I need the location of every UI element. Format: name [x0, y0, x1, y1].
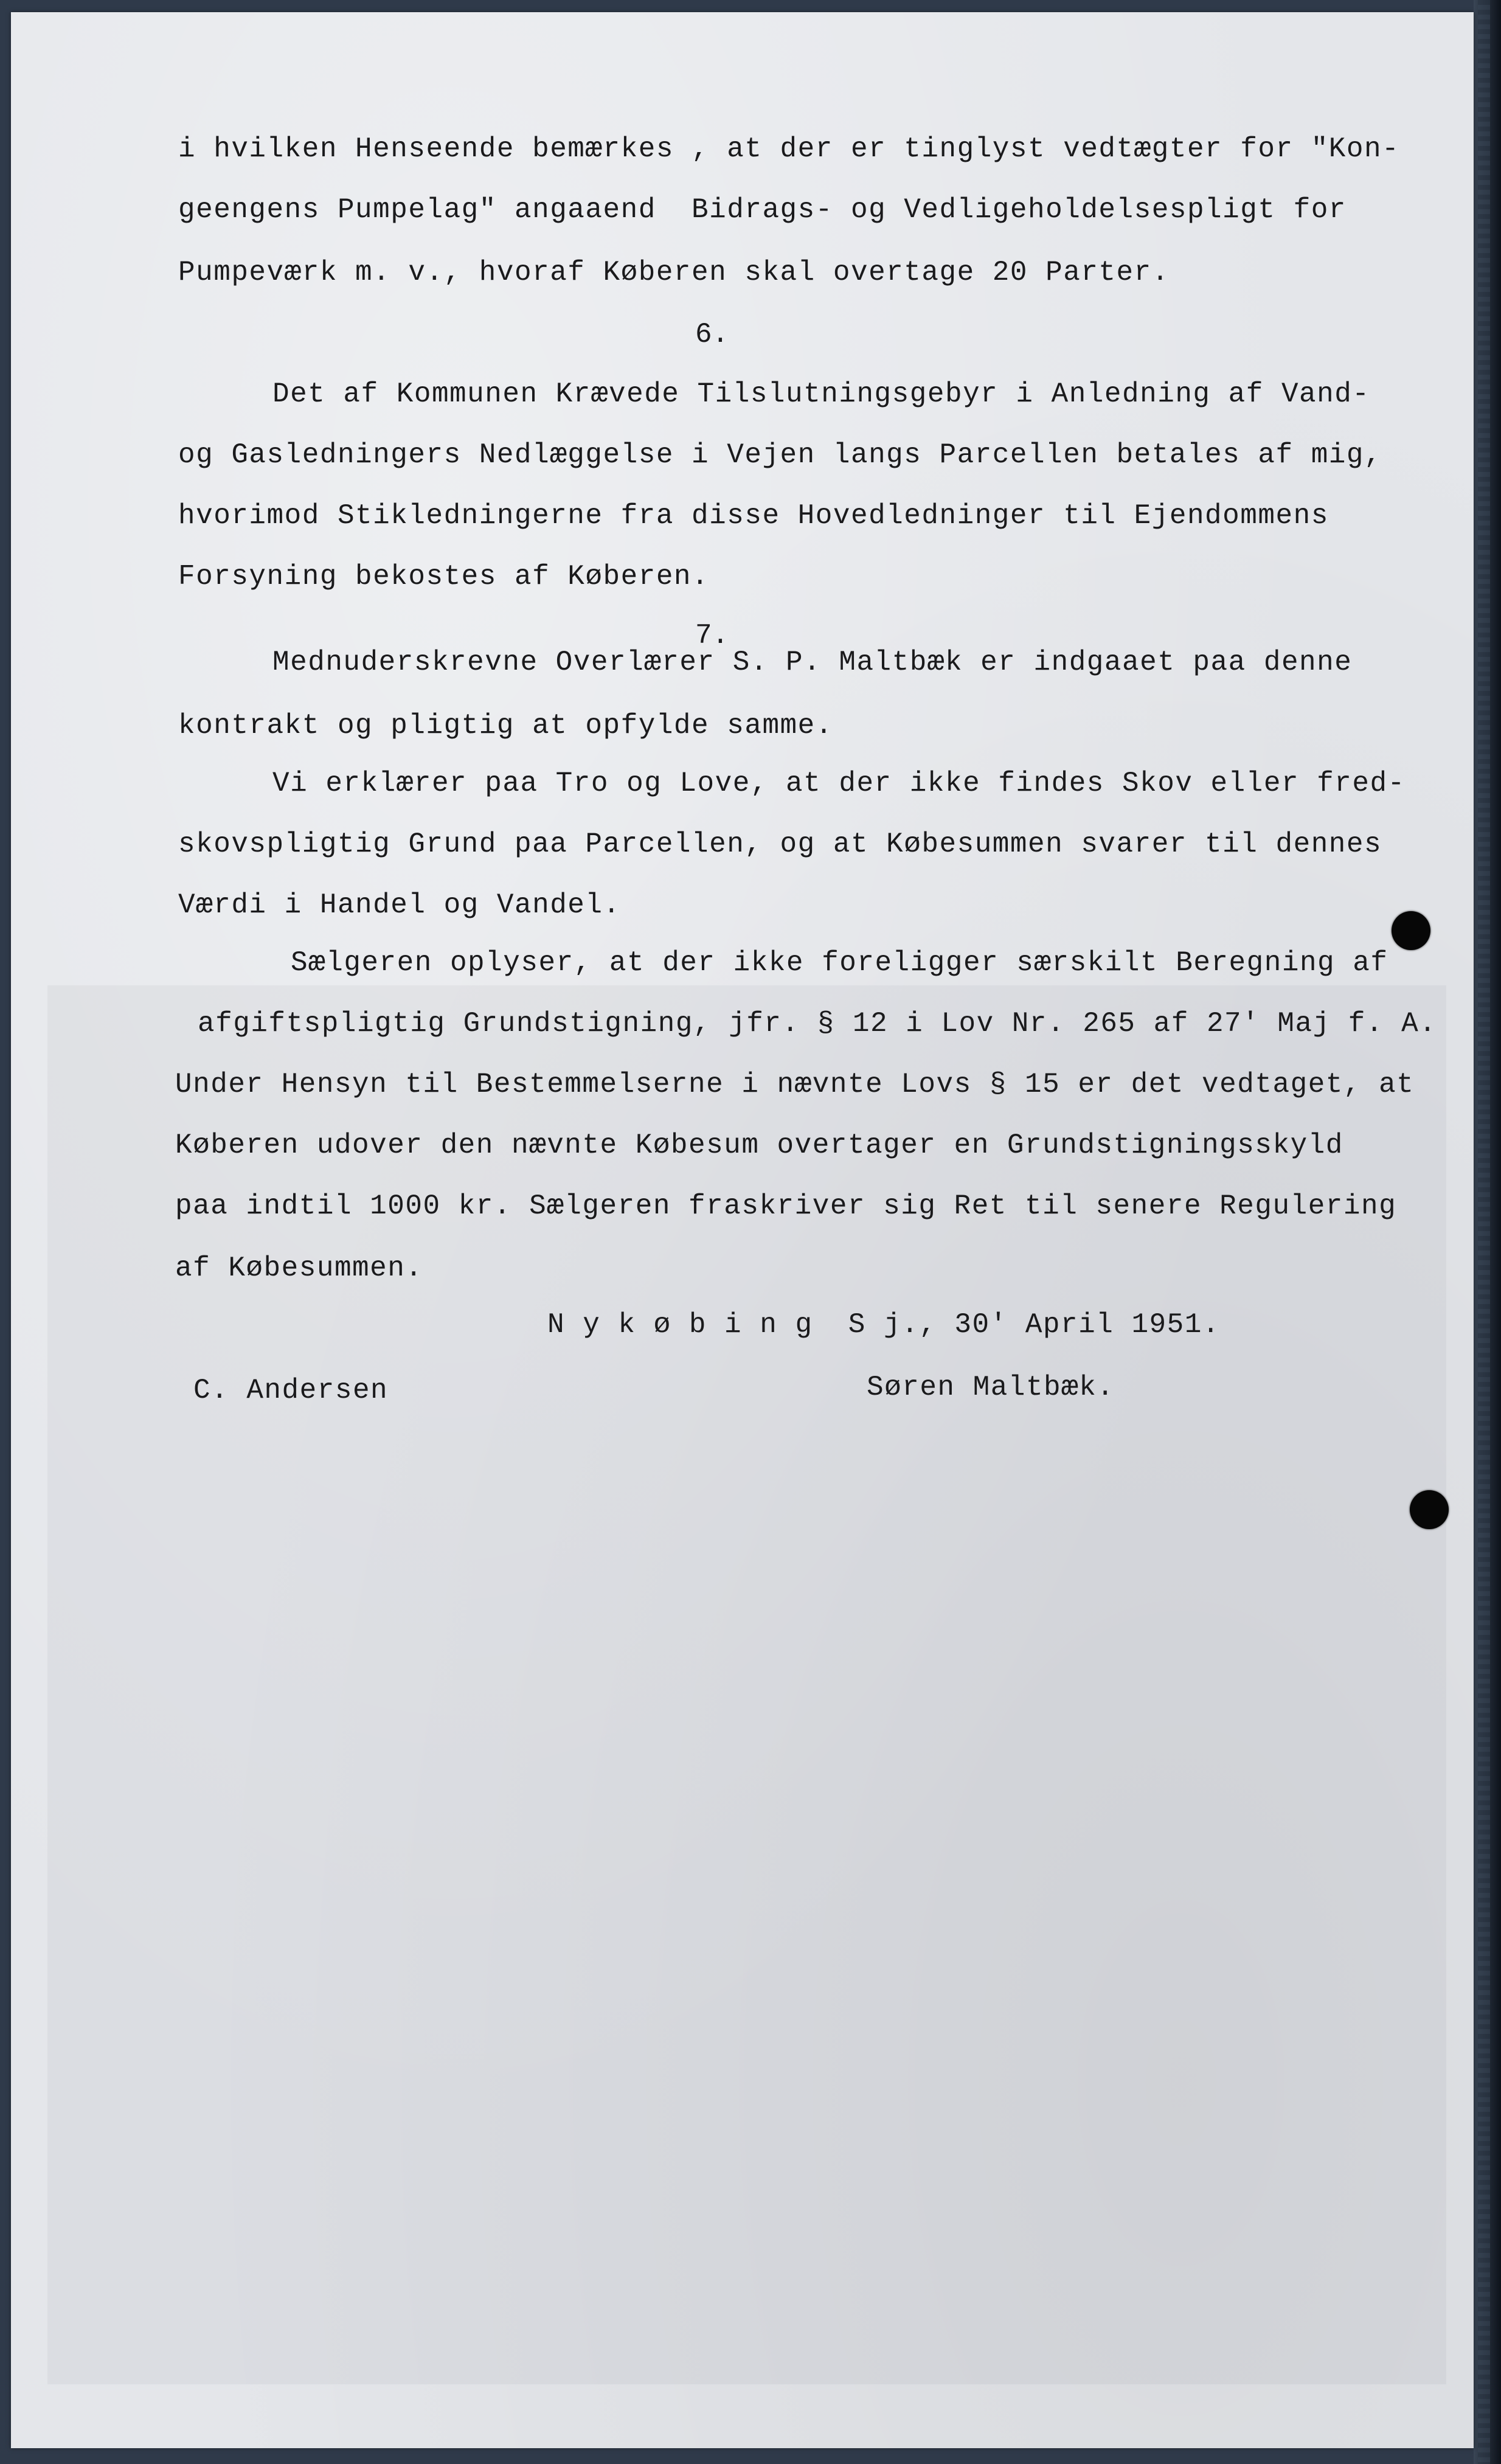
text-line: af Købesummen. [175, 1252, 423, 1284]
text-line: Køberen udover den nævnte Købesum overtager en Grundstigningsskyld [175, 1130, 1343, 1161]
text-line: Forsyning bekostes af Køberen. [178, 561, 710, 592]
punch-hole-top [1392, 911, 1430, 950]
text-line: Værdi i Handel og Vandel. [178, 889, 621, 921]
text-line: og Gasledningers Nedlæggelse i Vejen langs Parcellen betales af mig, [178, 439, 1382, 471]
text-line: Vi erklærer paa Tro og Love, at der ikke findes Skov eller fred- [272, 768, 1406, 799]
signature-soren-maltbaek: Søren Maltbæk. [867, 1372, 1115, 1403]
signature-c-andersen: C. Andersen [193, 1375, 389, 1406]
punch-hole-bottom [1410, 1490, 1449, 1529]
document-page [11, 12, 1474, 2448]
text-line: paa indtil 1000 kr. Sælgeren fraskriver sig Ret til senere Regulering [175, 1190, 1397, 1222]
text-line: Mednuderskrevne Overlærer S. P. Maltbæk er indgaaet paa denne [272, 647, 1353, 678]
text-line: Under Hensyn til Bestemmelserne i nævnte Lovs § 15 er det vedtaget, at [175, 1069, 1415, 1100]
section-number-7: 7. [695, 620, 729, 651]
text-line: skovspligtig Grund paa Parcellen, og at Købesummen svarer til dennes [178, 828, 1382, 860]
text-line: Pumpeværk m. v., hvoraf Køberen skal overtage 20 Parter. [178, 257, 1170, 288]
text-line: Sælgeren oplyser, at der ikke foreligger særskilt Beregning af [291, 947, 1388, 979]
text-line: afgiftspligtig Grundstigning, jfr. § 12 i Lov Nr. 265 af 27' Maj f. A. [198, 1008, 1437, 1039]
text-line: Det af Kommunen Krævede Tilslutningsgebyr i Anledning af Vand- [272, 378, 1370, 410]
text-line: geengens Pumpelag" angaaend Bidrags- og Vedligeholdelsespligt for [178, 194, 1347, 226]
text-line: hvorimod Stikledningerne fra disse Hovedledninger til Ejendommens [178, 500, 1329, 532]
section-number-6: 6. [695, 319, 729, 350]
text-line: i hvilken Henseende bemærkes , at der er tinglyst vedtægter for "Kon- [178, 133, 1400, 165]
paper-edge-strip [1478, 0, 1490, 2464]
text-line: kontrakt og pligtig at opfylde samme. [178, 710, 833, 741]
place-date-line: N y k ø b i n g S j., 30' April 1951. [547, 1309, 1220, 1341]
